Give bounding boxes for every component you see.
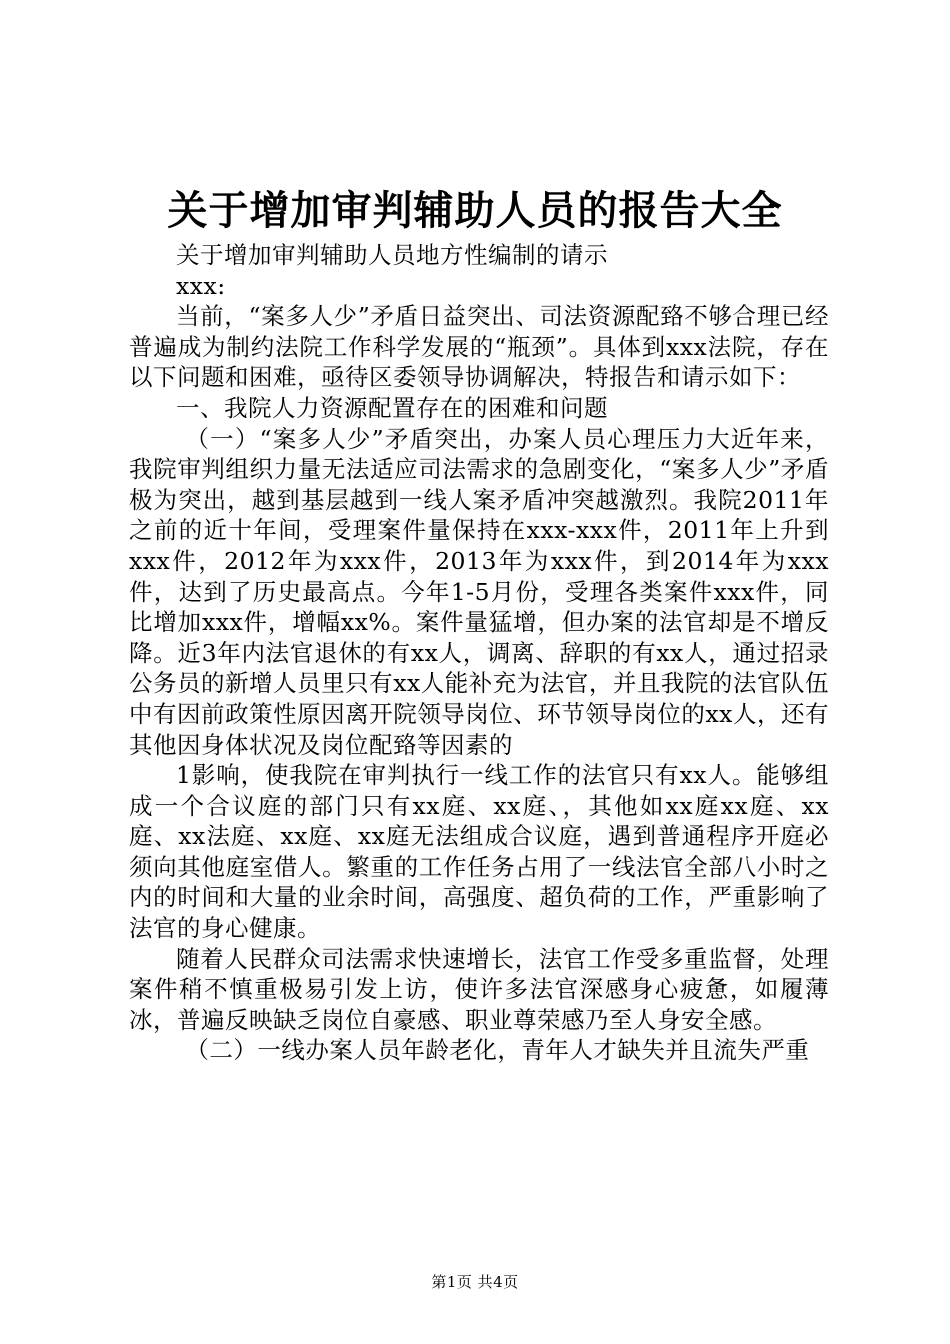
- paragraph-subsection-one: （一）“案多人少”矛盾突出，办案人员心理压力大近年来，我院审判组织力量无法适应司法需求的急剧变化，“案多人少”矛盾极为突出，越到基层越到一线人案矛盾冲突越激烈。我院2011年之前的近十年间，受理案件量保持在xxx-xxx件，2011年上升到xxx件，2012年为xxx件，2013年为xxx件，到2014年为xxx件，达到了历史最高点。今年1-5月份，受理各类案件xxx件，同比增加xxx件，增幅xx%。案件量猛增，但办案的法官却是不增反降。近3年内法官退休的有xx人，调离、辞职的有xx人，通过招录公务员的新增人员里只有xx人能补充为法官，并且我院的法官队伍中有因前政策性原因离开院领导岗位、环节领导岗位的xx人，还有其他因身体状况及岗位配臵等因素的: [129, 424, 829, 759]
- paragraph-intro: 当前，“案多人少”矛盾日益突出、司法资源配臵不够合理已经普遍成为制约法院工作科学发展的“瓶颈”。具体到xxx法院，存在以下问题和困难，亟待区委领导协调解决，特报告和请示如下：: [129, 302, 829, 392]
- paragraph-subsection-two: （二）一线办案人员年龄老化，青年人才缺失并且流失严重: [185, 1036, 810, 1065]
- paragraph-impact: 1影响，使我院在审判执行一线工作的法官只有xx人。能够组成一个合议庭的部门只有xx庭、xx庭、，其他如xx庭xx庭、xx庭、xx法庭、xx庭、xx庭无法组成合议庭，遇到普通程序开庭必须向其他庭室借人。繁重的工作任务占用了一线法官全部八小时之内的时间和大量的业余时间，高强度、超负荷的工作，严重影响了法官的身心健康。: [129, 761, 829, 943]
- paragraph-section-heading: 一、我院人力资源配置存在的困难和问题: [176, 393, 608, 422]
- page-footer: 第1页 共4页: [431, 1273, 519, 1291]
- paragraph-pressure: 随着人民群众司法需求快速增长，法官工作受多重监督，处理案件稍不慎重极易引发上访，使许多法官深感身心疲惫，如履薄冰，普遍反映缺乏岗位自豪感、职业尊荣感乃至人身安全感。: [129, 944, 829, 1034]
- document-title: 关于增加审判辅助人员的报告大全: [167, 187, 783, 234]
- document-body: [129, 240, 829, 1066]
- paragraph-salutation: xxx:: [176, 271, 226, 300]
- paragraph-subtitle: 关于增加审判辅助人员地方性编制的请示: [176, 241, 608, 269]
